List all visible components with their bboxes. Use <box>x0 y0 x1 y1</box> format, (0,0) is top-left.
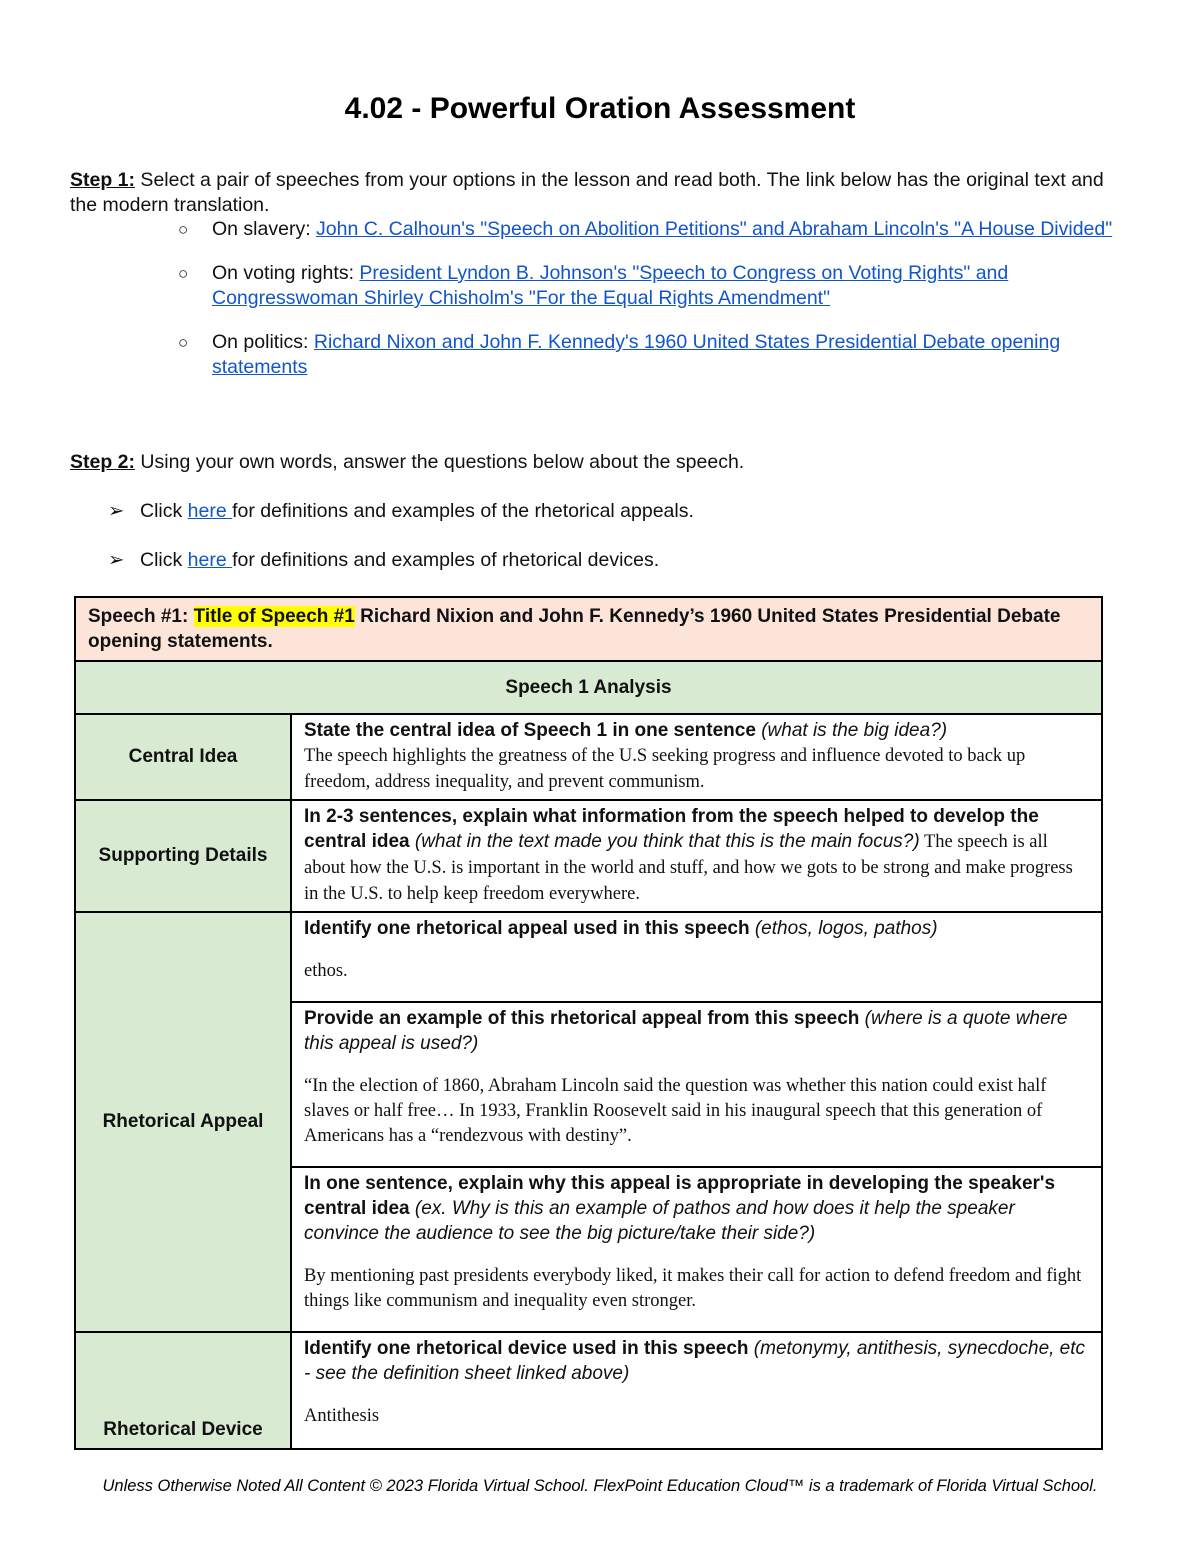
supporting-details-cell[interactable] <box>291 800 1102 912</box>
central-idea-answer: The speech highlights the greatness of the U.S seeking progress and influence devoted to back up freedom, address inequality, and prevent communism. <box>304 746 1026 792</box>
list-item-voting-rights <box>178 261 1138 311</box>
devices-definitions-link[interactable]: here <box>187 549 233 571</box>
central-idea-question: State the central idea of Speech 1 in one sentence <box>304 720 756 741</box>
central-idea-label: Central Idea <box>75 714 291 800</box>
speech-pair-list <box>178 217 1138 399</box>
appeal-example-answer: “In the election of 1860, Abraham Lincoln said the question was whether this nation could exist half slaves or half free… In 1933, Franklin Roosevelt said in his inaugural speech that this generation of Americans has a “rendezvous with destiny”. <box>304 1076 1047 1146</box>
device-identify-answer: Antithesis <box>304 1406 380 1426</box>
step-1-instructions <box>70 168 1130 218</box>
appeal-explanation-cell[interactable] <box>291 1167 1102 1332</box>
arrow-bullet-icon: ➢ <box>108 500 125 522</box>
speech-title-text: Richard Nixion and John F. Kennedy’s 1960 United States Presidential Debate opening statements. <box>88 606 1061 652</box>
link-prefix: Click <box>140 500 188 522</box>
appeal-identify-hint: (ethos, logos, pathos) <box>749 918 938 939</box>
appeal-identify-question: Identify one rhetorical appeal used in this speech <box>304 918 750 939</box>
step-1-label: Step 1: <box>70 169 136 191</box>
copyright-footer: Unless Otherwise Noted All Content © 2023 Florida Virtual School. FlexPoint Education Cloud™ is a trademark of Florida Virtual School. <box>102 1477 1098 1495</box>
circle-bullet-icon: ○ <box>178 264 189 283</box>
supporting-details-answer: The speech is all about how the U.S. is important in the world and stuff, and how we gots to be strong and make progress in the U.S. to help keep freedom everywhere. <box>304 832 1073 904</box>
speech-number-label: Speech #1: <box>88 606 194 627</box>
resource-links-list <box>108 499 1108 597</box>
appeals-definitions-link[interactable]: here <box>187 500 233 522</box>
appeal-identify-answer: ethos. <box>304 961 348 981</box>
link-suffix: for definitions and examples of rhetorical devices. <box>232 549 660 571</box>
appeal-explanation-hint: (ex. Why is this an example of pathos and how does it help the speaker convince the audience to see the big picture/take their side?) <box>304 1198 1015 1244</box>
supporting-details-question: In 2-3 sentences, explain what information from the speech helped to develop the central idea <box>304 806 1039 852</box>
list-item-appeals <box>108 499 1108 524</box>
slavery-speeches-link[interactable]: John C. Calhoun's "Speech on Abolition Petitions" and Abraham Lincoln's "A House Divided" <box>316 218 1113 240</box>
device-identify-question: Identify one rhetorical device used in this speech <box>304 1338 749 1359</box>
link-suffix: for definitions and examples of the rhetorical appeals. <box>232 500 694 522</box>
speech-title-highlight: Title of Speech #1 <box>193 606 355 627</box>
step-2-instructions <box>70 450 1130 475</box>
appeal-example-hint: (where is a quote where this appeal is used?) <box>304 1008 1068 1054</box>
voting-rights-speeches-link[interactable]: President Lyndon B. Johnson's "Speech to Congress on Voting Rights" and Congresswoman Shirley Chisholm's "For the Equal Rights Amendment" <box>212 262 1009 309</box>
list-item-slavery <box>178 217 1138 242</box>
appeal-example-question: Provide an example of this rhetorical appeal from this speech <box>304 1008 860 1029</box>
circle-bullet-icon: ○ <box>178 333 189 352</box>
rhetorical-device-label: Rhetorical Device <box>75 1332 291 1449</box>
topic-label: On voting rights: <box>212 262 360 284</box>
device-identify-cell[interactable] <box>291 1332 1102 1449</box>
appeal-explanation-question: In one sentence, explain why this appeal is appropriate in developing the speaker's central idea <box>304 1173 1056 1219</box>
supporting-details-hint: (what in the text made you think that this is the main focus?) <box>409 831 920 852</box>
appeal-explanation-answer: By mentioning past presidents everybody liked, it makes their call for action to defend freedom and fight things like communism and inequality even stronger. <box>304 1266 1082 1311</box>
step-1-text: Select a pair of speeches from your options in the lesson and read both. The link below has the original text and the modern translation. <box>70 169 1104 216</box>
central-idea-cell[interactable] <box>291 714 1102 800</box>
appeal-example-cell[interactable] <box>291 1002 1102 1167</box>
politics-speeches-link[interactable]: Richard Nixon and John F. Kennedy's 1960 United States Presidential Debate opening statements <box>212 331 1061 378</box>
step-2-label: Step 2: <box>70 451 136 473</box>
topic-label: On slavery: <box>212 218 317 240</box>
speech-analysis-table <box>74 596 1103 1450</box>
link-prefix: Click <box>140 549 188 571</box>
topic-label: On politics: <box>212 331 314 353</box>
analysis-title: Speech 1 Analysis <box>75 661 1102 714</box>
list-item-politics <box>178 330 1138 380</box>
supporting-details-label: Supporting Details <box>75 800 291 912</box>
page-title: 4.02 - Powerful Oration Assessment <box>344 92 856 125</box>
rhetorical-appeal-label: Rhetorical Appeal <box>75 912 291 1332</box>
speech-title-header <box>75 597 1102 661</box>
central-idea-hint: (what is the big idea?) <box>755 720 948 741</box>
device-identify-hint: (metonymy, antithesis, synecdoche, etc - see the definition sheet linked above) <box>304 1338 1086 1384</box>
circle-bullet-icon: ○ <box>178 220 189 239</box>
step-2-text: Using your own words, answer the questions below about the speech. <box>135 451 745 473</box>
arrow-bullet-icon: ➢ <box>108 549 125 571</box>
list-item-devices <box>108 548 1108 573</box>
appeal-identify-cell[interactable] <box>291 912 1102 1002</box>
